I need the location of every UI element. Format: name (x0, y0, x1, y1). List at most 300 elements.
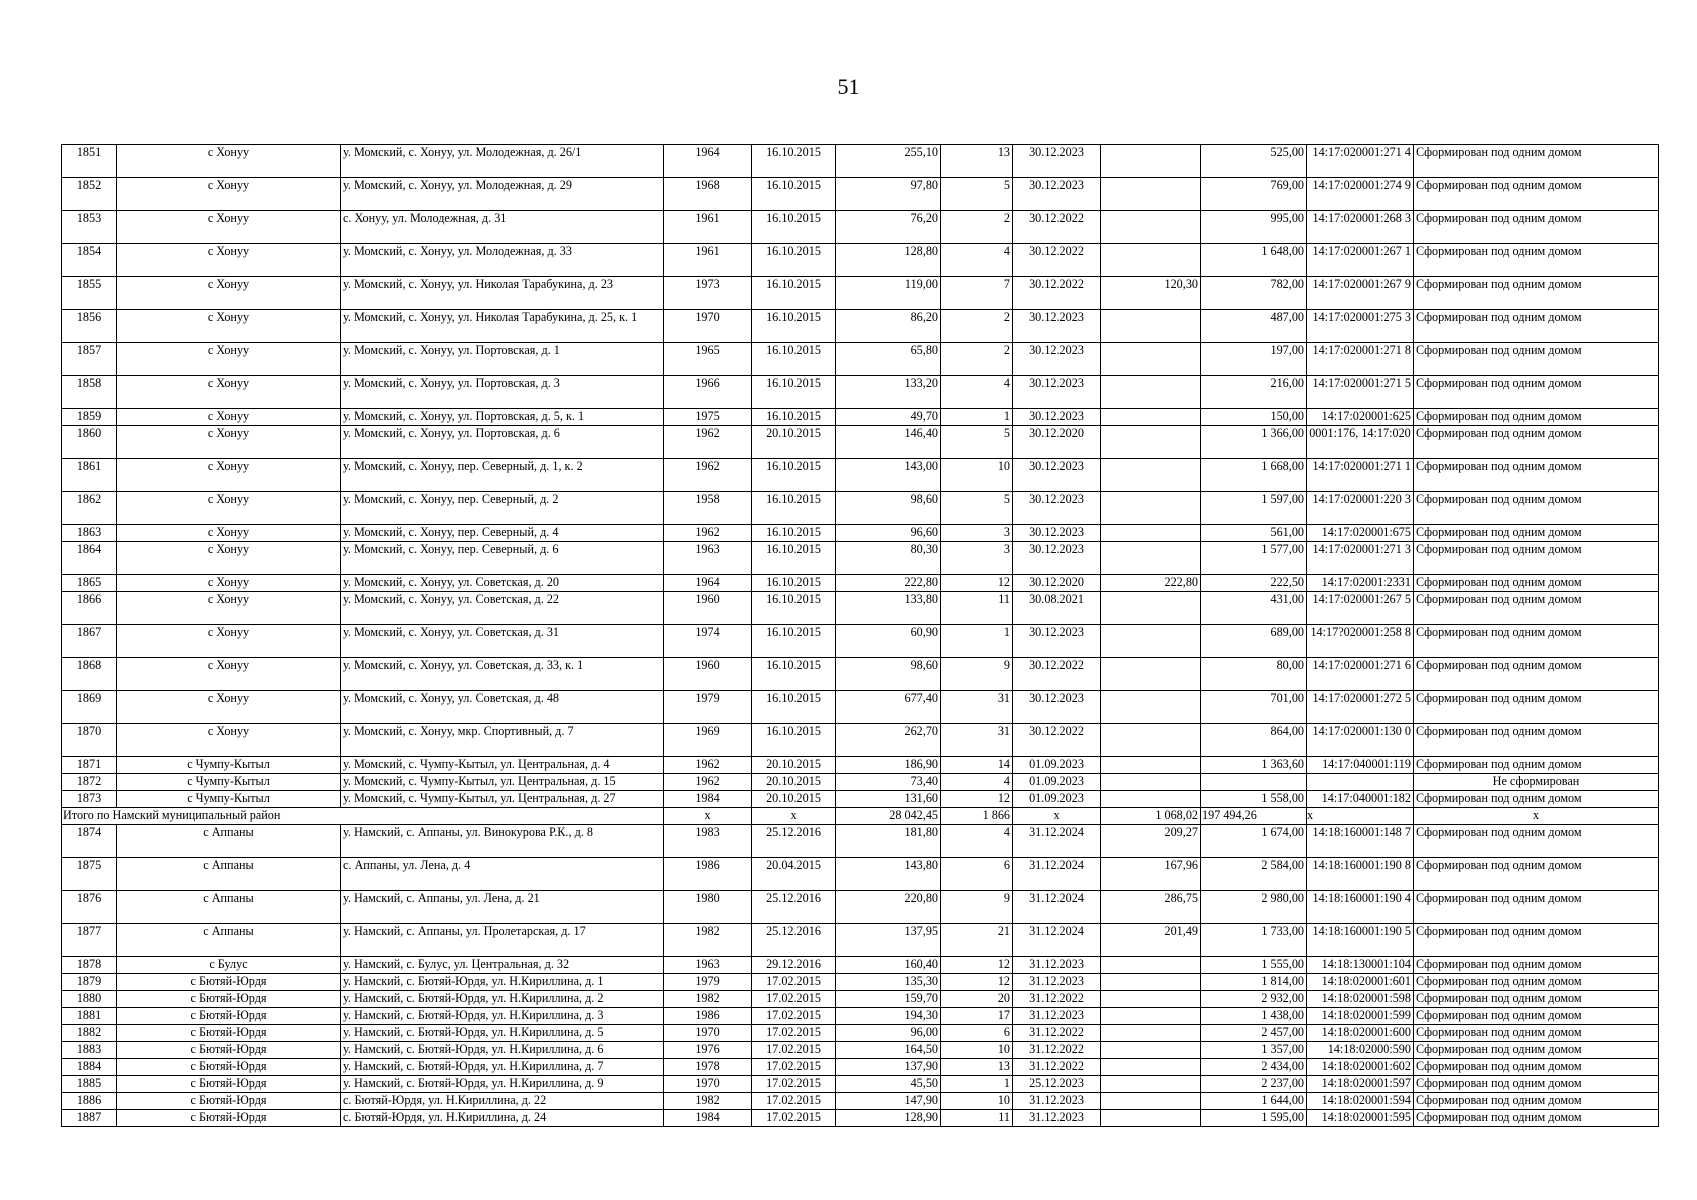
deadline-cell: 01.09.2023 (1013, 757, 1101, 774)
deadline-cell: 30.12.2022 (1013, 211, 1101, 244)
row-number: 1881 (62, 1008, 117, 1025)
table-row (62, 542, 1659, 575)
row-number: 1857 (62, 343, 117, 376)
settlement-cell: с Хонуу (117, 145, 341, 178)
cadastral-cell: 14:17:020001:274 9 (1307, 178, 1414, 211)
deadline-cell: 31.12.2024 (1013, 825, 1101, 858)
deadline-cell: 30.12.2023 (1013, 691, 1101, 724)
address-cell: у. Намский, с. Булус, ул. Центральная, д. 32 (341, 957, 664, 974)
residents-cell: 5 (941, 492, 1013, 525)
area-cell: 143,80 (836, 858, 941, 891)
address-cell: у. Момский, с. Хонуу, ул. Советская, д. 33, к. 1 (341, 658, 664, 691)
year-cell: 1968 (664, 178, 752, 211)
date-cell: 16.10.2015 (752, 542, 836, 575)
residents-cell: 13 (941, 1059, 1013, 1076)
row-number: 1856 (62, 310, 117, 343)
year-cell: 1979 (664, 974, 752, 991)
date-cell: 16.10.2015 (752, 178, 836, 211)
table-row (62, 1076, 1659, 1093)
row-number: 1863 (62, 525, 117, 542)
date-cell: 25.12.2016 (752, 891, 836, 924)
row-number: 1871 (62, 757, 117, 774)
deadline-cell: 30.12.2023 (1013, 376, 1101, 409)
row-number: 1880 (62, 991, 117, 1008)
settlement-cell: с Хонуу (117, 492, 341, 525)
deadline-cell: 30.12.2023 (1013, 409, 1101, 426)
row-number: 1872 (62, 774, 117, 791)
table-row (62, 376, 1659, 409)
status-cell: Сформирован под одним домом (1414, 575, 1659, 592)
table-row (62, 1025, 1659, 1042)
cadastral-cell: 14:17:020001:271 5 (1307, 376, 1414, 409)
date-cell: 16.10.2015 (752, 658, 836, 691)
deadline-cell: 30.12.2023 (1013, 310, 1101, 343)
cadastral-cell: 14:17:020001:267 9 (1307, 277, 1414, 310)
area3-cell: 2 980,00 (1201, 891, 1307, 924)
table-row (62, 277, 1659, 310)
residents-cell: 12 (941, 791, 1013, 808)
area-cell: 133,80 (836, 592, 941, 625)
date-cell: 16.10.2015 (752, 244, 836, 277)
area3-cell: 1 595,00 (1201, 1110, 1307, 1127)
address-cell: с. Хонуу, ул. Молодежная, д. 31 (341, 211, 664, 244)
row-number: 1862 (62, 492, 117, 525)
table-row (62, 924, 1659, 957)
cadastral-cell: 14:17:020001:268 3 (1307, 211, 1414, 244)
row-number: 1878 (62, 957, 117, 974)
area-cell: 186,90 (836, 757, 941, 774)
cadastral-cell: 14:17:02001:2331 (1307, 575, 1414, 592)
date-cell: 20.10.2015 (752, 774, 836, 791)
cadastral-cell: 14:18:020001:601 (1307, 974, 1414, 991)
status-cell: Сформирован под одним домом (1414, 459, 1659, 492)
area2-cell (1101, 492, 1201, 525)
date-cell: 17.02.2015 (752, 1042, 836, 1059)
date-cell: 17.02.2015 (752, 1093, 836, 1110)
residents-cell: 5 (941, 426, 1013, 459)
year-cell: 1960 (664, 592, 752, 625)
table-row (62, 244, 1659, 277)
total-date: x (752, 808, 836, 825)
row-number: 1855 (62, 277, 117, 310)
status-cell: Сформирован под одним домом (1414, 974, 1659, 991)
deadline-cell: 31.12.2022 (1013, 1025, 1101, 1042)
year-cell: 1986 (664, 1008, 752, 1025)
deadline-cell: 30.12.2023 (1013, 492, 1101, 525)
residents-cell: 21 (941, 924, 1013, 957)
total-area3: 197 494,26 (1201, 808, 1307, 825)
area3-cell: 1 668,00 (1201, 459, 1307, 492)
status-cell: Сформирован под одним домом (1414, 310, 1659, 343)
area-cell: 143,00 (836, 459, 941, 492)
area-cell: 222,80 (836, 575, 941, 592)
settlement-cell: с Бютяй-Юрдя (117, 1008, 341, 1025)
table-body (62, 145, 1659, 1127)
area3-cell: 2 932,00 (1201, 991, 1307, 1008)
area2-cell (1101, 426, 1201, 459)
status-cell: Сформирован под одним домом (1414, 1008, 1659, 1025)
area2-cell: 167,96 (1101, 858, 1201, 891)
area3-cell: 80,00 (1201, 658, 1307, 691)
table-row (62, 658, 1659, 691)
cadastral-cell: 14:18:130001:104 (1307, 957, 1414, 974)
date-cell: 17.02.2015 (752, 1025, 836, 1042)
page-number: 51 (837, 74, 860, 99)
area2-cell (1101, 774, 1201, 791)
address-cell: у. Намский, с. Аппаны, ул. Пролетарская, д. 17 (341, 924, 664, 957)
cadastral-cell: 14:17:020001:267 5 (1307, 592, 1414, 625)
deadline-cell: 31.12.2022 (1013, 1059, 1101, 1076)
cadastral-cell: 14:18:160001:190 4 (1307, 891, 1414, 924)
year-cell: 1961 (664, 244, 752, 277)
area-cell: 137,95 (836, 924, 941, 957)
area3-cell: 525,00 (1201, 145, 1307, 178)
row-number: 1865 (62, 575, 117, 592)
row-number: 1873 (62, 791, 117, 808)
cadastral-cell: 14:18:020001:599 (1307, 1008, 1414, 1025)
deadline-cell: 31.12.2024 (1013, 924, 1101, 957)
area2-cell (1101, 459, 1201, 492)
settlement-cell: с Чумпу-Кытыл (117, 774, 341, 791)
area-cell: 49,70 (836, 409, 941, 426)
table-row (62, 625, 1659, 658)
year-cell: 1982 (664, 1093, 752, 1110)
row-number: 1868 (62, 658, 117, 691)
deadline-cell: 30.12.2023 (1013, 459, 1101, 492)
settlement-cell: с Чумпу-Кытыл (117, 757, 341, 774)
area-cell: 119,00 (836, 277, 941, 310)
area2-cell: 120,30 (1101, 277, 1201, 310)
residents-cell: 12 (941, 957, 1013, 974)
row-number: 1877 (62, 924, 117, 957)
address-cell: у. Момский, с. Хонуу, ул. Советская, д. 22 (341, 592, 664, 625)
housing-register-table (61, 144, 1659, 1127)
address-cell: у. Намский, с. Бютяй-Юрдя, ул. Н.Кириллина, д. 7 (341, 1059, 664, 1076)
year-cell: 1958 (664, 492, 752, 525)
area3-cell: 689,00 (1201, 625, 1307, 658)
settlement-cell: с Хонуу (117, 426, 341, 459)
area2-cell (1101, 592, 1201, 625)
total-label: Итого по Намский муниципальный район (62, 808, 664, 825)
area-cell: 128,80 (836, 244, 941, 277)
table-row (62, 974, 1659, 991)
deadline-cell: 31.12.2022 (1013, 991, 1101, 1008)
area-cell: 76,20 (836, 211, 941, 244)
area-cell: 96,00 (836, 1025, 941, 1042)
residents-cell: 1 (941, 1076, 1013, 1093)
status-cell: Сформирован под одним домом (1414, 376, 1659, 409)
area-cell: 98,60 (836, 658, 941, 691)
area2-cell (1101, 658, 1201, 691)
deadline-cell: 31.12.2023 (1013, 957, 1101, 974)
residents-cell: 4 (941, 244, 1013, 277)
status-cell: Сформирован под одним домом (1414, 791, 1659, 808)
row-number: 1876 (62, 891, 117, 924)
date-cell: 17.02.2015 (752, 1008, 836, 1025)
residents-cell: 11 (941, 592, 1013, 625)
table-row (62, 691, 1659, 724)
cadastral-cell: 14:17:020001:271 1 (1307, 459, 1414, 492)
status-cell: Сформирован под одним домом (1414, 825, 1659, 858)
area2-cell (1101, 1093, 1201, 1110)
address-cell: у. Момский, с. Хонуу, пер. Северный, д. 2 (341, 492, 664, 525)
area2-cell (1101, 244, 1201, 277)
row-number: 1884 (62, 1059, 117, 1076)
total-area2: 1 068,02 (1101, 808, 1201, 825)
date-cell: 16.10.2015 (752, 145, 836, 178)
year-cell: 1966 (664, 376, 752, 409)
total-cadastral: x (1307, 808, 1414, 825)
area2-cell (1101, 376, 1201, 409)
address-cell: у. Намский, с. Бютяй-Юрдя, ул. Н.Кириллина, д. 6 (341, 1042, 664, 1059)
row-number: 1866 (62, 592, 117, 625)
residents-cell: 13 (941, 145, 1013, 178)
address-cell: у. Намский, с. Бютяй-Юрдя, ул. Н.Кириллина, д. 2 (341, 991, 664, 1008)
table-row (62, 310, 1659, 343)
cadastral-cell: 14:17:020001:625 (1307, 409, 1414, 426)
settlement-cell: с Хонуу (117, 310, 341, 343)
date-cell: 16.10.2015 (752, 409, 836, 426)
table-row (62, 1042, 1659, 1059)
year-cell: 1962 (664, 757, 752, 774)
area3-cell: 431,00 (1201, 592, 1307, 625)
row-number: 1875 (62, 858, 117, 891)
deadline-cell: 01.09.2023 (1013, 791, 1101, 808)
table-row (62, 1093, 1659, 1110)
date-cell: 20.10.2015 (752, 791, 836, 808)
area-cell: 86,20 (836, 310, 941, 343)
row-number: 1883 (62, 1042, 117, 1059)
cadastral-cell: 14:17?020001:258 8 (1307, 625, 1414, 658)
area3-cell: 1 555,00 (1201, 957, 1307, 974)
residents-cell: 6 (941, 1025, 1013, 1042)
row-number: 1858 (62, 376, 117, 409)
deadline-cell: 30.08.2021 (1013, 592, 1101, 625)
area3-cell: 150,00 (1201, 409, 1307, 426)
table-row (62, 409, 1659, 426)
address-cell: у. Момский, с. Чумпу-Кытыл, ул. Центральная, д. 4 (341, 757, 664, 774)
table-row (62, 525, 1659, 542)
status-cell: Сформирован под одним домом (1414, 211, 1659, 244)
deadline-cell: 30.12.2020 (1013, 426, 1101, 459)
year-cell: 1963 (664, 957, 752, 974)
status-cell: Сформирован под одним домом (1414, 492, 1659, 525)
table-row (62, 825, 1659, 858)
area2-cell: 201,49 (1101, 924, 1201, 957)
year-cell: 1960 (664, 658, 752, 691)
area2-cell: 286,75 (1101, 891, 1201, 924)
settlement-cell: с Хонуу (117, 542, 341, 575)
settlement-cell: с Аппаны (117, 858, 341, 891)
table-row (62, 145, 1659, 178)
status-cell: Сформирован под одним домом (1414, 1076, 1659, 1093)
cadastral-cell: 0001:176, 14:17:020 (1307, 426, 1414, 459)
residents-cell: 2 (941, 211, 1013, 244)
address-cell: у. Момский, с. Хонуу, ул. Советская, д. 20 (341, 575, 664, 592)
settlement-cell: с Хонуу (117, 724, 341, 757)
area-cell: 164,50 (836, 1042, 941, 1059)
cadastral-cell: 14:18:160001:148 7 (1307, 825, 1414, 858)
table-row (62, 1008, 1659, 1025)
year-cell: 1973 (664, 277, 752, 310)
year-cell: 1975 (664, 409, 752, 426)
area3-cell: 1 363,60 (1201, 757, 1307, 774)
row-number: 1853 (62, 211, 117, 244)
area3-cell: 216,00 (1201, 376, 1307, 409)
status-cell: Сформирован под одним домом (1414, 924, 1659, 957)
status-cell: Сформирован под одним домом (1414, 658, 1659, 691)
residents-cell: 2 (941, 310, 1013, 343)
address-cell: у. Намский, с. Аппаны, ул. Лена, д. 21 (341, 891, 664, 924)
date-cell: 25.12.2016 (752, 924, 836, 957)
year-cell: 1970 (664, 310, 752, 343)
area3-cell: 2 584,00 (1201, 858, 1307, 891)
settlement-cell: с Бютяй-Юрдя (117, 974, 341, 991)
year-cell: 1970 (664, 1076, 752, 1093)
year-cell: 1962 (664, 525, 752, 542)
table-row (62, 343, 1659, 376)
residents-cell: 9 (941, 891, 1013, 924)
area3-cell: 2 457,00 (1201, 1025, 1307, 1042)
total-row (62, 808, 1659, 825)
date-cell: 29.12.2016 (752, 957, 836, 974)
area2-cell (1101, 1076, 1201, 1093)
area2-cell (1101, 757, 1201, 774)
residents-cell: 10 (941, 459, 1013, 492)
area3-cell: 1 597,00 (1201, 492, 1307, 525)
area-cell: 97,80 (836, 178, 941, 211)
residents-cell: 5 (941, 178, 1013, 211)
address-cell: у. Момский, с. Хонуу, пер. Северный, д. 1, к. 2 (341, 459, 664, 492)
residents-cell: 6 (941, 858, 1013, 891)
area2-cell (1101, 542, 1201, 575)
date-cell: 20.10.2015 (752, 757, 836, 774)
status-cell: Сформирован под одним домом (1414, 145, 1659, 178)
cadastral-cell: 14:17:020001:271 8 (1307, 343, 1414, 376)
area-cell: 255,10 (836, 145, 941, 178)
area-cell: 73,40 (836, 774, 941, 791)
date-cell: 16.10.2015 (752, 525, 836, 542)
deadline-cell: 30.12.2023 (1013, 178, 1101, 211)
cadastral-cell: 14:18:020001:598 (1307, 991, 1414, 1008)
address-cell: у. Момский, с. Хонуу, ул. Портовская, д. 3 (341, 376, 664, 409)
area-cell: 137,90 (836, 1059, 941, 1076)
deadline-cell: 31.12.2022 (1013, 1042, 1101, 1059)
area-cell: 60,90 (836, 625, 941, 658)
table-row (62, 1059, 1659, 1076)
area3-cell: 487,00 (1201, 310, 1307, 343)
year-cell: 1983 (664, 825, 752, 858)
deadline-cell: 01.09.2023 (1013, 774, 1101, 791)
cadastral-cell: 14:17:020001:220 3 (1307, 492, 1414, 525)
area2-cell (1101, 1025, 1201, 1042)
date-cell: 17.02.2015 (752, 991, 836, 1008)
area-cell: 146,40 (836, 426, 941, 459)
table-row (62, 575, 1659, 592)
table-row (62, 957, 1659, 974)
status-cell: Сформирован под одним домом (1414, 757, 1659, 774)
year-cell: 1962 (664, 774, 752, 791)
deadline-cell: 30.12.2022 (1013, 244, 1101, 277)
residents-cell: 9 (941, 658, 1013, 691)
total-status: x (1414, 808, 1659, 825)
area-cell: 133,20 (836, 376, 941, 409)
date-cell: 16.10.2015 (752, 277, 836, 310)
address-cell: у. Намский, с. Бютяй-Юрдя, ул. Н.Кириллина, д. 9 (341, 1076, 664, 1093)
residents-cell: 10 (941, 1093, 1013, 1110)
settlement-cell: с Хонуу (117, 211, 341, 244)
year-cell: 1978 (664, 1059, 752, 1076)
settlement-cell: с Хонуу (117, 277, 341, 310)
deadline-cell: 30.12.2022 (1013, 277, 1101, 310)
date-cell: 16.10.2015 (752, 310, 836, 343)
area3-cell: 864,00 (1201, 724, 1307, 757)
status-cell: Сформирован под одним домом (1414, 1059, 1659, 1076)
settlement-cell: с Хонуу (117, 625, 341, 658)
date-cell: 16.10.2015 (752, 211, 836, 244)
deadline-cell: 30.12.2023 (1013, 542, 1101, 575)
residents-cell: 31 (941, 691, 1013, 724)
area3-cell: 782,00 (1201, 277, 1307, 310)
status-cell: Сформирован под одним домом (1414, 1093, 1659, 1110)
area2-cell (1101, 724, 1201, 757)
cadastral-cell: 14:17:020001:271 6 (1307, 658, 1414, 691)
status-cell: Сформирован под одним домом (1414, 991, 1659, 1008)
year-cell: 1963 (664, 542, 752, 575)
year-cell: 1980 (664, 891, 752, 924)
date-cell: 25.12.2016 (752, 825, 836, 858)
area2-cell (1101, 974, 1201, 991)
area2-cell (1101, 409, 1201, 426)
year-cell: 1979 (664, 691, 752, 724)
table-row (62, 791, 1659, 808)
row-number: 1885 (62, 1076, 117, 1093)
status-cell: Не сформирован (1414, 774, 1659, 791)
settlement-cell: с Булус (117, 957, 341, 974)
deadline-cell: 31.12.2023 (1013, 1110, 1101, 1127)
status-cell: Сформирован под одним домом (1414, 343, 1659, 376)
table-row (62, 1110, 1659, 1127)
address-cell: с. Бютяй-Юрдя, ул. Н.Кириллина, д. 22 (341, 1093, 664, 1110)
row-number: 1870 (62, 724, 117, 757)
area2-cell (1101, 1059, 1201, 1076)
table-row (62, 426, 1659, 459)
row-number: 1859 (62, 409, 117, 426)
year-cell: 1962 (664, 459, 752, 492)
year-cell: 1986 (664, 858, 752, 891)
status-cell: Сформирован под одним домом (1414, 724, 1659, 757)
deadline-cell: 30.12.2023 (1013, 525, 1101, 542)
residents-cell: 4 (941, 774, 1013, 791)
cadastral-cell: 14:17:040001:182 (1307, 791, 1414, 808)
row-number: 1882 (62, 1025, 117, 1042)
table-row (62, 774, 1659, 791)
area3-cell: 1 674,00 (1201, 825, 1307, 858)
residents-cell: 7 (941, 277, 1013, 310)
cadastral-cell: 14:17:020001:130 0 (1307, 724, 1414, 757)
address-cell: у. Момский, с. Хонуу, ул. Портовская, д. 6 (341, 426, 664, 459)
area2-cell (1101, 1008, 1201, 1025)
date-cell: 20.10.2015 (752, 426, 836, 459)
settlement-cell: с Хонуу (117, 343, 341, 376)
cadastral-cell: 14:18:020001:595 (1307, 1110, 1414, 1127)
area-cell: 96,60 (836, 525, 941, 542)
residents-cell: 1 (941, 625, 1013, 658)
status-cell: Сформирован под одним домом (1414, 1025, 1659, 1042)
date-cell: 16.10.2015 (752, 724, 836, 757)
area-cell: 98,60 (836, 492, 941, 525)
area3-cell: 561,00 (1201, 525, 1307, 542)
